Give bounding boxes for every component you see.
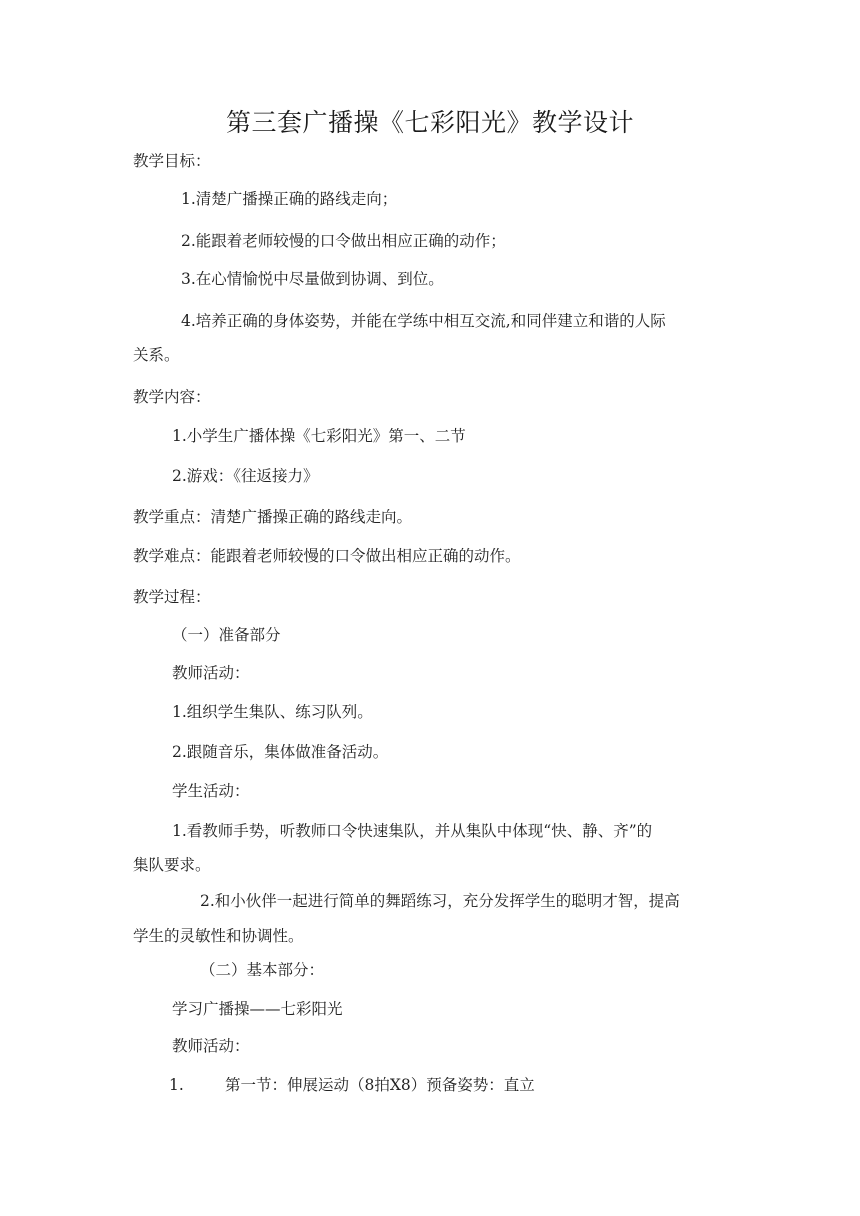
basic-teacher-heading: 教师活动： — [172, 1037, 250, 1055]
objective-item-2: 2.能跟着老师较慢的口令做出相应正确的动作； — [181, 232, 506, 250]
document-title: 第三套广播操《七彩阳光》教学设计 — [225, 108, 634, 137]
objective-item-3: 3.在心情愉悦中尽量做到协调、到位。 — [181, 270, 444, 288]
content-item-1: 1.小学生广播体操《七彩阳光》第一、二节 — [172, 427, 466, 445]
content-heading: 教学内容： — [133, 388, 211, 406]
prep-student-item-2-continued: 学生的灵敏性和协调性。 — [133, 927, 304, 945]
prep-student-item-2: 2.和小伙伴一起进行简单的舞蹈练习，充分发挥学生的聪明才智，提高 — [200, 892, 680, 910]
prep-teacher-item-2: 2.跟随音乐，集体做准备活动。 — [172, 743, 389, 761]
basic-part-heading: （二）基本部分： — [200, 961, 325, 979]
prep-teacher-heading: 教师活动： — [172, 664, 250, 682]
prep-student-heading: 学生活动： — [172, 782, 250, 800]
basic-part-subheading: 学习广播操——七彩阳光 — [172, 1000, 343, 1018]
objective-item-4: 4.培养正确的身体姿势，并能在学练中相互交流,和同伴建立和谐的人际 — [181, 312, 666, 330]
objective-item-4-continued: 关系。 — [133, 346, 180, 364]
difficulty: 教学难点：能跟着老师较慢的口令做出相应正确的动作。 — [133, 547, 521, 565]
basic-item-1-text: 第一节：伸展运动（8拍X8）预备姿势：直立 — [225, 1076, 535, 1094]
objectives-heading: 教学目标： — [133, 152, 211, 170]
basic-item-1-number: 1. — [169, 1076, 184, 1094]
objective-item-1: 1.清楚广播操正确的路线走向； — [181, 190, 398, 208]
basic-item-1 — [169, 1074, 535, 1096]
process-heading: 教学过程： — [133, 588, 211, 606]
prep-teacher-item-1: 1.组织学生集队、练习队列。 — [172, 703, 373, 721]
prep-part-heading: （一）准备部分 — [172, 626, 281, 644]
key-point: 教学重点：清楚广播操正确的路线走向。 — [133, 508, 413, 526]
prep-student-item-1-continued: 集队要求。 — [133, 856, 211, 874]
prep-student-item-1: 1.看教师手势，听教师口令快速集队，并从集队中体现“快、静、齐”的 — [172, 822, 653, 840]
content-item-2: 2.游戏：《往返接力》 — [172, 467, 319, 485]
